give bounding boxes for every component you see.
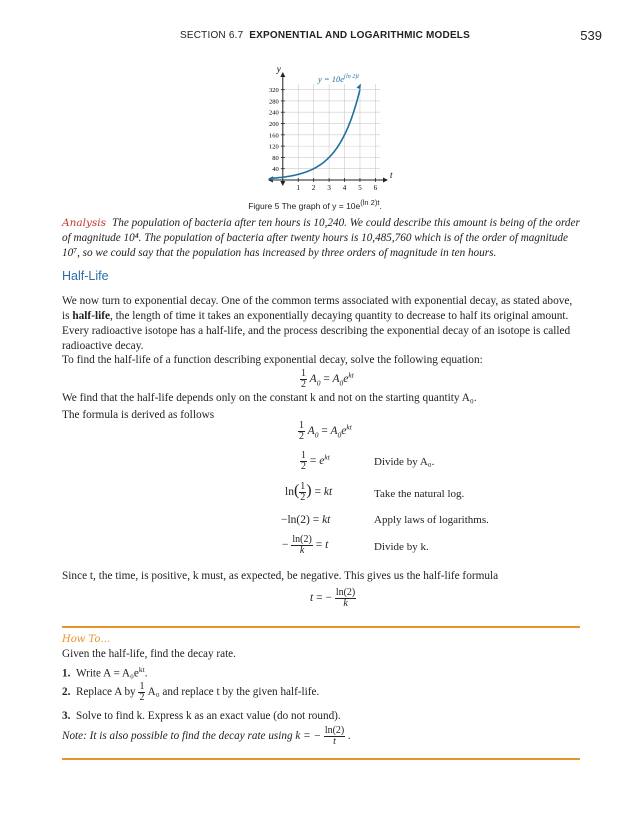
y-tick-label: 280 — [269, 98, 279, 106]
caption-exponent: (ln 2)t — [360, 198, 380, 207]
half-life-definition — [62, 294, 578, 354]
curve-arrow-right — [356, 84, 361, 90]
step-1-text: Write A = A₀e — [75, 667, 139, 680]
step-3-number: 3. — [62, 710, 71, 722]
figure-caption: Figure 5 The graph of $y = 10e^{(ln 2)t}$. — [248, 198, 382, 211]
derivation-intro: The formula is derived as follows — [62, 409, 215, 421]
growth-curve — [272, 90, 360, 179]
how-to-step-1: 1. Write $A = A_0e^{kt}$. — [62, 665, 148, 680]
y-tick-label: 40 — [272, 166, 279, 174]
curve-label: $y = 10e^{(ln 2)t}$ — [318, 74, 359, 84]
section-heading-half-life: Half-Life — [62, 269, 109, 283]
step-2-number: 2. — [62, 686, 71, 699]
step-1-number: 1. — [62, 667, 71, 680]
derivation-step-0: $\frac{1}{2}$ $A_0 = A_0e^{kt}$ — [299, 420, 352, 442]
y-axis-arrow — [280, 72, 285, 77]
how-to-step-3 — [62, 710, 341, 722]
x-tick-label: 6 — [373, 184, 378, 192]
step-2-text-b: A₀ and replace t by the given half-life. — [147, 686, 320, 699]
y-axis-label: y — [276, 64, 281, 74]
sign-paragraph: Since t, the time, is positive, k must, as expected, be negative. This gives us the half-life formula — [62, 570, 499, 582]
derivation-step-1: $\frac{1}{2}$ = $e^{kt}$ — [301, 450, 330, 472]
half-life-term: half-life — [72, 310, 111, 322]
page-header — [0, 28, 630, 48]
page-number: 539 — [580, 28, 602, 43]
caption-text: Figure 5 The graph of y = 10e — [248, 200, 361, 211]
x-tick-label: 5 — [358, 184, 362, 192]
x-axis-arrow — [383, 178, 388, 183]
analysis-text: The population of bacteria after ten hours is 10,240. We could describe this amount is being of the order of magnitude 10⁴. The population of bacteria after twenty hours is 10,485,760 which is of the order of magnitude 10⁷, so we could say that the population has increased by three orders of magnitude in ten hours. — [62, 217, 580, 259]
y-tick-label: 120 — [269, 143, 279, 151]
x-tick-label: 3 — [327, 184, 331, 192]
y-tick-label: 240 — [269, 109, 279, 117]
y-tick-label: 80 — [272, 154, 279, 162]
section-prefix: SECTION 6.7 — [180, 30, 244, 41]
section-title — [180, 30, 470, 41]
derivation-step-2: ln( $\frac{1}{2}$ ) = kt — [285, 481, 333, 503]
step-3-text: Solve to find k. Express k as an exact value (do not round). — [75, 710, 341, 722]
how-to-note: Note: It is also possible to find the decay rate using k = − $\frac{\ln(2)}{t}$ . — [62, 725, 351, 747]
exponential-growth-graph — [240, 62, 393, 196]
x-tick-label: 1 — [296, 184, 300, 192]
half-life-formula: t = − $\frac{\ln(2)}{k}$ — [310, 587, 356, 609]
half-life-equation: $\frac{1}{2}$ $A_0 = A_0e^{kt}$ — [301, 368, 354, 390]
x-axis-label: t — [390, 170, 393, 180]
y-tick-label: 200 — [269, 121, 279, 129]
analysis-paragraph — [62, 216, 582, 261]
how-to-step-2: 2. Replace A by $\frac{1}{2}$ A₀ and replace t by the given half-life. — [62, 681, 320, 703]
how-to-title: How To… — [62, 634, 111, 645]
how-to-box — [62, 626, 580, 760]
step-2-text-a: Replace A by — [75, 686, 136, 699]
dependence-paragraph: We find that the half-life depends only on the constant k and not on the starting quantity A₀. — [62, 392, 477, 404]
derivation-step-4: − $\frac{\ln(2)}{k}$ = t — [282, 534, 329, 556]
analysis-label: Analysis — [62, 217, 107, 229]
reason-3: Apply laws of logarithms. — [374, 514, 489, 526]
step-1-exponent: kt — [138, 665, 145, 674]
x-tick-label: 2 — [311, 184, 316, 192]
x-tick-label: 4 — [342, 184, 347, 192]
note-text: Note: It is also possible to find the decay rate using k = − — [62, 730, 322, 743]
reason-2: Take the natural log. — [374, 488, 465, 500]
reason-4: Divide by k. — [374, 541, 429, 553]
p1-text-a: We now turn to exponential decay. One of the common terms associated with exponential decay, as stated above, is — [62, 295, 573, 322]
section-name: EXPONENTIAL AND LOGARITHMIC MODELS — [249, 30, 470, 41]
p1-text-b: , the length of time it takes an exponentially decaying quantity to decrease to half its original amount. Every radioactive isotope has a half-life, and the process describing the exponential decay of an isotope is called radioactive decay. — [62, 310, 571, 352]
how-to-intro: Given the half-life, find the decay rate. — [62, 648, 236, 660]
y-tick-label: 320 — [269, 87, 279, 95]
reason-1: Divide by A₀. — [374, 456, 435, 468]
instruction-paragraph: To find the half-life of a function describing exponential decay, solve the following equation: — [62, 354, 483, 366]
y-axis-arrow-down — [280, 181, 285, 186]
derivation-step-3: −ln(2) = kt — [281, 514, 331, 526]
y-tick-label: 160 — [269, 132, 279, 140]
